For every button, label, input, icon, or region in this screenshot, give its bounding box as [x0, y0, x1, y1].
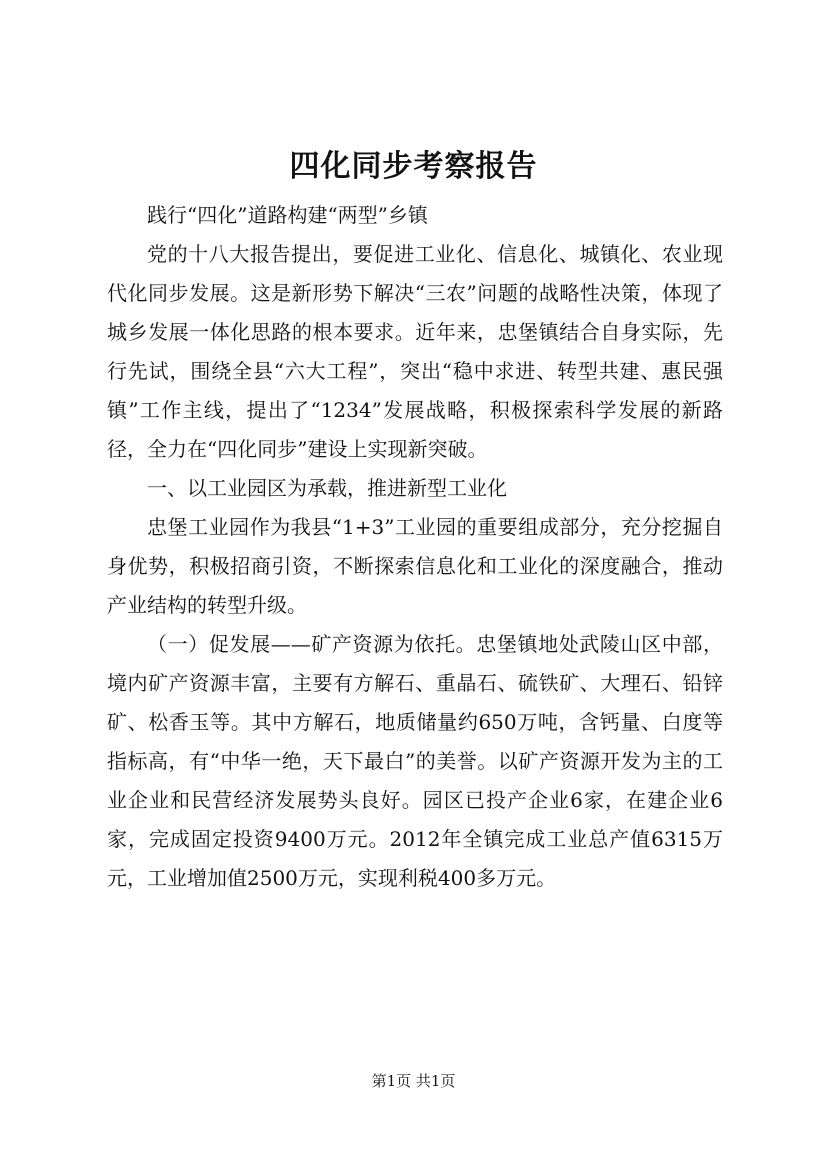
document-body [107, 196, 723, 898]
section-heading-industry: 一、以工业园区为承载，推进新型工业化 [147, 476, 507, 500]
document-title: 四化同步考察报告 [289, 149, 538, 184]
paragraph-intro: 党的十八大报告提出，要促进工业化、信息化、城镇化、农业现代化同步发展。这是新形势下解决“三农”问题的战略性决策，体现了城乡发展一体化思路的根本要求。近年来，忠堡镇结合自身实际，先行先试，围绕全县“六大工程”，突出“稳中求进、转型共建、惠民强镇”工作主线，提出了“1234”发展战略，积极探索科学发展的新路径，全力在“四化同步”建设上实现新突破。 [107, 242, 723, 461]
page-footer: 第1页 共1页 [371, 1072, 456, 1090]
paragraph-subtitle: 践行“四化”道路构建“两型”乡镇 [147, 203, 428, 227]
paragraph-mineral-resources: （一）促发展——矿产资源为依托。忠堡镇地处武陵山区中部，境内矿产资源丰富，主要有方解石、重晶石、硫铁矿、大理石、铅锌矿、松香玉等。其中方解石，地质储量约650万吨，含钙量、白度等指标高，有“中华一绝，天下最白”的美誉。以矿产资源开发为主的工业企业和民营经济发展势头良好。园区已投产企业6家，在建企业6家，完成固定投资9400万元。2012年全镇完成工业总产值6315万元，工业增加值2500万元，实现利税400多万元。 [107, 632, 723, 890]
paragraph-industrial-park: 忠堡工业园作为我县“1+3”工业园的重要组成部分，充分挖掘自身优势，积极招商引资，不断探索信息化和工业化的深度融合，推动产业结构的转型升级。 [107, 515, 723, 617]
